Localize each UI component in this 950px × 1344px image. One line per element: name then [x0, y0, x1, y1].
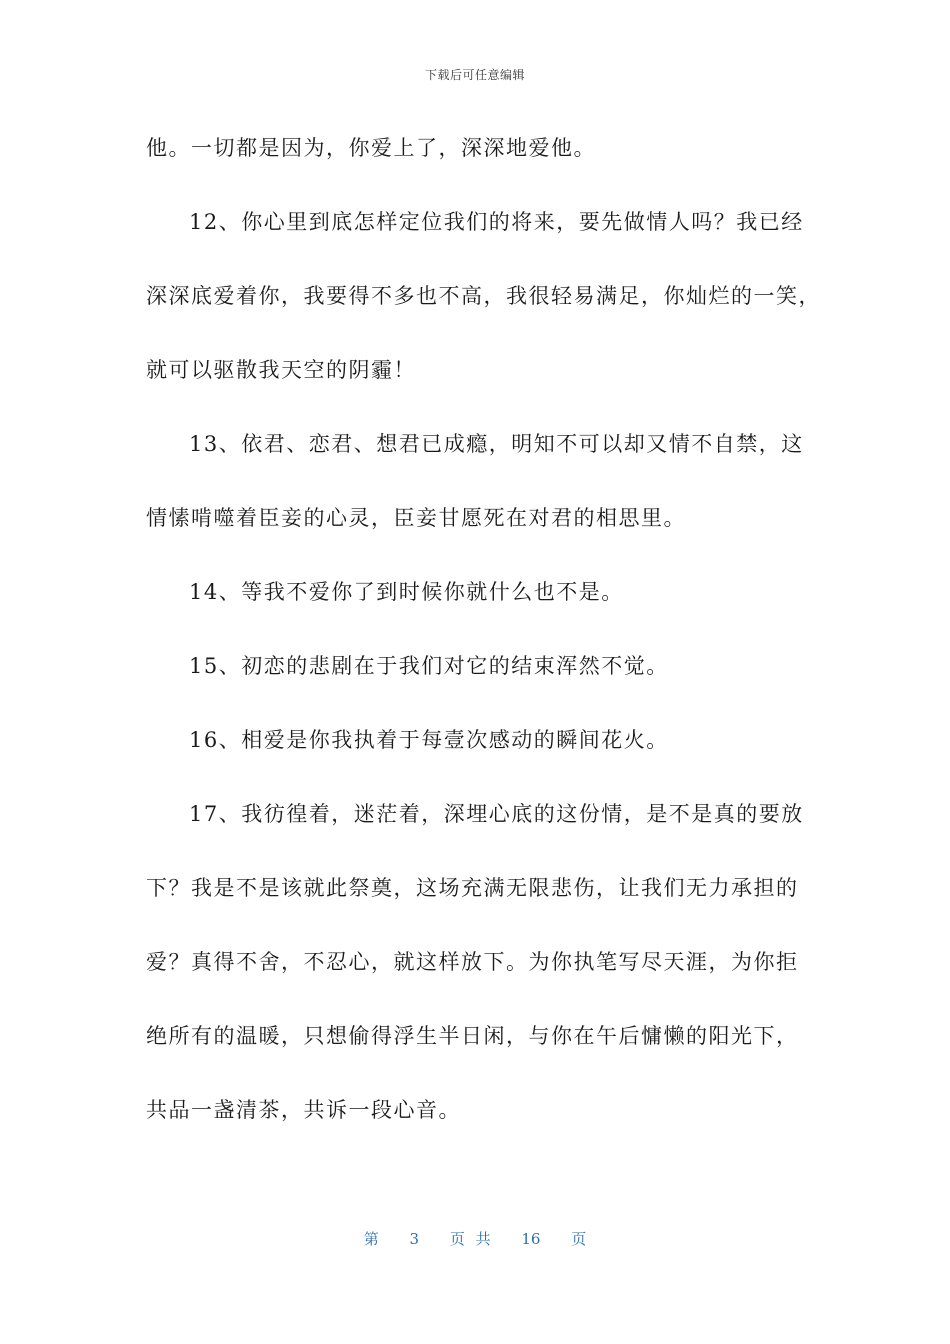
text-line: 13、依君、恋君、想君已成瘾，明知不可以却又情不自禁，这	[189, 432, 804, 456]
text-line: 17、我彷徨着，迷茫着，深埋心底的这份情，是不是真的要放	[189, 802, 804, 826]
text-line: 爱？真得不舍，不忍心，就这样放下。为你执笔写尽天涯，为你拒	[146, 950, 799, 974]
total-page-count: 16	[521, 1230, 541, 1248]
footer-prefix: 第	[363, 1230, 379, 1248]
text-line: 下？我是不是该就此祭奠，这场充满无限悲伤，让我们无力承担的	[146, 876, 799, 900]
text-line: 他。一切都是因为，你爱上了，深深地爱他。	[146, 136, 596, 160]
text-line: 15、初恋的悲剧在于我们对它的结束浑然不觉。	[189, 654, 669, 678]
page-footer	[0, 1228, 950, 1249]
document-body	[146, 126, 821, 1162]
page-header: 下载后可任意编辑	[424, 68, 525, 82]
text-line: 14、等我不爱你了到时候你就什么也不是。	[189, 580, 624, 604]
text-line: 情愫啃噬着臣妾的心灵，臣妾甘愿死在对君的相思里。	[146, 506, 686, 530]
footer-suffix: 页	[571, 1230, 587, 1248]
text-line: 16、相爱是你我执着于每壹次感动的瞬间花火。	[189, 728, 669, 752]
text-line: 就可以驱散我天空的阴霾！	[146, 358, 416, 382]
current-page-number: 3	[409, 1230, 420, 1248]
text-line: 深深底爱着你，我要得不多也不高，我很轻易满足，你灿烂的一笑，	[146, 284, 821, 308]
text-line: 共品一盏清茶，共诉一段心音。	[146, 1098, 461, 1122]
text-line: 绝所有的温暖，只想偷得浮生半日闲，与你在午后慵懒的阳光下，	[146, 1024, 799, 1048]
footer-middle: 页 共	[449, 1230, 491, 1248]
text-line: 12、你心里到底怎样定位我们的将来，要先做情人吗？我已经	[189, 210, 804, 234]
